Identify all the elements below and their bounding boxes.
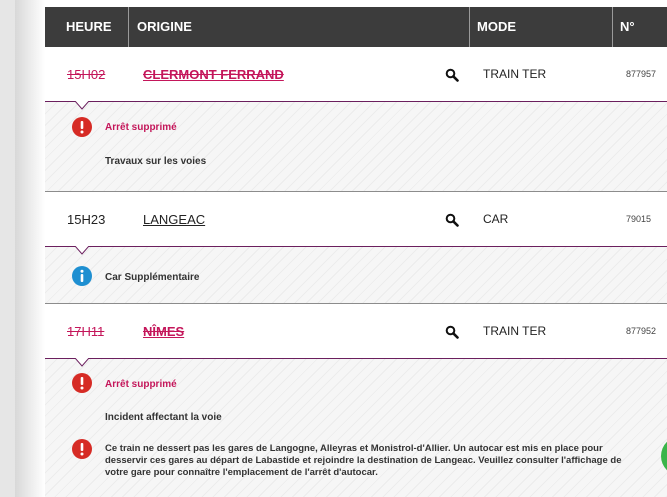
notch-pointer bbox=[75, 101, 89, 110]
train-number: 79015 bbox=[626, 214, 652, 224]
magnifier-icon[interactable] bbox=[445, 213, 459, 227]
exclamation-circle-icon bbox=[72, 373, 92, 393]
alert-title: Arrêt supprimé bbox=[105, 379, 177, 390]
row-details bbox=[45, 247, 667, 304]
alert-text: Travaux sur les voies bbox=[105, 156, 207, 167]
departure-board bbox=[45, 7, 667, 497]
column-heure: HEURE bbox=[66, 19, 112, 34]
departure-time: 17H11 bbox=[67, 324, 105, 339]
origin-link[interactable]: LANGEAC bbox=[143, 212, 206, 227]
notch-pointer bbox=[75, 358, 89, 367]
alert-paragraph-line: votre gare pour connaître l'emplacement de l'arrêt d'autocar. bbox=[105, 467, 378, 478]
alert-text: Incident affectant la voie bbox=[105, 412, 222, 423]
table-row[interactable] bbox=[45, 304, 667, 359]
alert-title: Arrêt supprimé bbox=[105, 122, 177, 133]
exclamation-circle-icon bbox=[72, 117, 92, 137]
alert-paragraph-line: Ce train ne dessert pas les gares de Langogne, Alleyras et Monistrol-d'Allier. Un autocar est mis en place pour bbox=[105, 443, 603, 454]
alert-paragraph-line: desservir ces gares au départ de Labastide et rejoindre la destination de Langeac. Veuillez consulter l'affichage de bbox=[105, 455, 622, 466]
notch-pointer bbox=[75, 246, 89, 255]
transport-mode: TRAIN TER bbox=[483, 67, 547, 81]
transport-mode: TRAIN TER bbox=[483, 324, 547, 338]
row-details bbox=[45, 102, 667, 192]
column-origine: ORIGINE bbox=[137, 19, 192, 34]
alert-paragraph bbox=[105, 443, 665, 479]
departure-time: 15H02 bbox=[67, 67, 106, 82]
magnifier-icon[interactable] bbox=[445, 325, 459, 339]
row-details bbox=[45, 359, 667, 497]
origin-link[interactable]: NÎMES bbox=[143, 324, 185, 339]
train-number: 877957 bbox=[626, 69, 657, 79]
table-row[interactable] bbox=[45, 47, 667, 102]
origin-link[interactable]: CLERMONT FERRAND bbox=[143, 67, 284, 82]
transport-mode: CAR bbox=[483, 212, 509, 226]
column-separator bbox=[612, 7, 613, 47]
board-header bbox=[45, 7, 667, 47]
column-separator bbox=[128, 7, 129, 47]
column-numero: N° bbox=[620, 19, 635, 34]
train-number: 877952 bbox=[626, 326, 657, 336]
exclamation-circle-icon bbox=[72, 439, 92, 459]
column-mode: MODE bbox=[477, 19, 516, 34]
magnifier-icon[interactable] bbox=[445, 68, 459, 82]
table-row[interactable] bbox=[45, 192, 667, 247]
departure-time: 15H23 bbox=[67, 212, 106, 227]
page-shadow bbox=[15, 0, 45, 497]
info-circle-icon bbox=[72, 266, 92, 286]
info-text: Car Supplémentaire bbox=[105, 272, 200, 283]
page-gutter bbox=[0, 0, 15, 497]
column-separator bbox=[469, 7, 470, 47]
